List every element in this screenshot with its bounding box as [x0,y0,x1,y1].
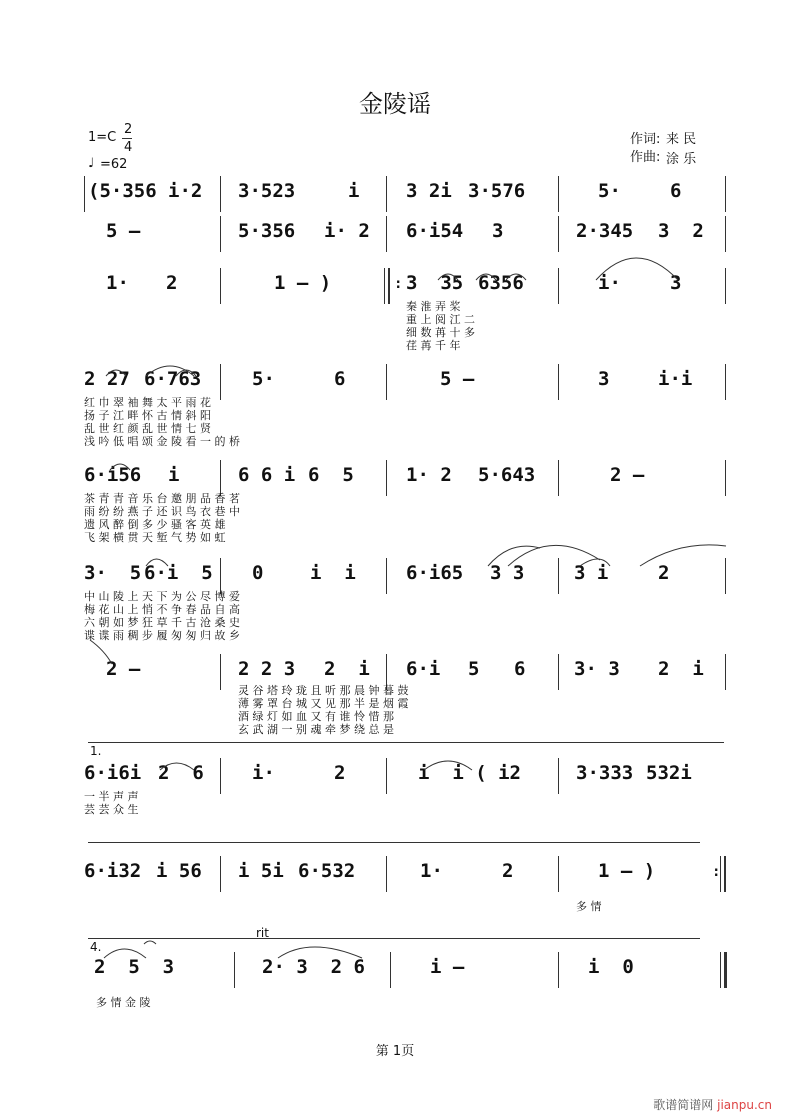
note-group: 1· 2 [406,464,452,486]
note-group: (5·356 [88,180,157,202]
slur [106,370,126,376]
note-group: 6·i56 [84,464,142,486]
note-group: 5· [252,368,275,390]
note-group: 5 — [106,220,141,242]
note-group: 1 — ) [598,860,656,882]
note-group: 6·i65 [406,562,464,584]
note-group: 2· 3 2 6 [262,956,365,978]
note-group: 2 — [106,658,141,680]
note-group: 2 i [324,658,370,680]
note-group: 6 [334,368,346,390]
slur [424,761,472,770]
note-group: 2 6 [158,762,204,784]
tempo: =62 [100,157,128,172]
time-signature-top: 2 [124,122,133,137]
note-group: 2 27 [84,368,130,390]
repeat-sign: : [394,276,403,292]
note-group: 2 [502,860,514,882]
note-group: 5 [468,658,480,680]
note-group: 6·763 [144,368,202,390]
note-group: 6 [514,658,526,680]
note-group: 3 i [574,562,609,584]
note-group: 6 5 [308,464,354,486]
note-group: 532i [646,762,692,784]
note-group: 2 5 3 [94,956,175,978]
note-group: i·2 [168,180,203,202]
lyricist: 来 民 [666,132,697,147]
slur [476,274,496,280]
note-group: 3· 3 [574,658,620,680]
slur [488,546,540,566]
volta-label: 4. [90,940,102,954]
note-group: i· [252,762,275,784]
note-group: 6·i [406,658,441,680]
page-title: 金陵谣 [359,90,431,118]
note-group: 6·i 5 [144,562,213,584]
note-group: 5·643 [478,464,536,486]
slur [90,640,112,664]
watermark-site: 歌谱简谱网 [653,1098,714,1112]
slur [278,947,362,958]
note-group: 6356 [478,272,524,294]
note-group: i 5i [238,860,284,882]
note-group: 1 — ) [274,272,332,294]
note-group: 2 [658,562,670,584]
slur [146,559,168,566]
note-group: i [348,180,360,202]
ritardando-mark: rit [256,926,269,940]
note-group: 3 [598,368,610,390]
slur [640,545,726,566]
repeat-sign: : [712,864,721,880]
quarter-note-icon: ♩ [88,156,95,171]
note-group: i 0 [588,956,634,978]
time-signature-bottom: 4 [124,140,133,155]
note-group: i 56 [156,860,202,882]
note-group: i· [598,272,621,294]
note-group: i· 2 [324,220,370,242]
slur [508,545,600,566]
volta-label: 1. [90,744,102,758]
note-group: 1· [420,860,443,882]
note-group: 6 [670,180,682,202]
note-group: 3·523 [238,180,296,202]
note-group: 6 6 i [238,464,296,486]
note-group: i i ( i2 [418,762,521,784]
note-group: 3· 5 [84,562,142,584]
fermata [144,941,156,944]
slur [104,949,146,958]
note-group: 6·i6i [84,762,142,784]
note-group: i — [430,956,465,978]
page-number: 第 1页 [375,1044,415,1059]
note-group: 2 2 3 [238,658,296,680]
note-group: 3 [670,272,682,294]
slur [580,559,610,566]
slur [146,366,194,376]
note-group: i·i [658,368,693,390]
key-signature: 1=C [88,130,117,145]
note-group: 1· [106,272,129,294]
note-group: 2 i [658,658,704,680]
note-group: 0 [252,562,264,584]
note-group: 6·532 [298,860,356,882]
watermark [653,1096,772,1113]
composer-label: 作曲: [630,150,661,165]
note-group: 3 35 [406,272,464,294]
note-group: 3 2i [406,180,452,202]
lyricist-label: 作词: [630,132,661,147]
slur [438,274,458,280]
note-group: i i [310,562,356,584]
note-group: i [168,464,180,486]
watermark-url: jianpu.cn [717,1098,772,1112]
note-group: 3 [492,220,504,242]
slur [110,464,130,470]
note-group: 2 [166,272,178,294]
slur [596,258,678,280]
note-group: 2 [334,762,346,784]
note-group: 3 2 [658,220,704,242]
note-group: 6·i32 [84,860,142,882]
note-group: 2 — [610,464,645,486]
slur [506,274,526,280]
note-group: 5 — [440,368,475,390]
composer: 涂 乐 [666,152,697,167]
slur [160,763,194,770]
note-group: 2·345 [576,220,634,242]
note-group: 5· [598,180,621,202]
note-group: 3·333 [576,762,634,784]
note-group: 5·356 [238,220,296,242]
note-group: 6·i54 [406,220,464,242]
note-group: 3·576 [468,180,526,202]
note-group: 3 3 [490,562,525,584]
